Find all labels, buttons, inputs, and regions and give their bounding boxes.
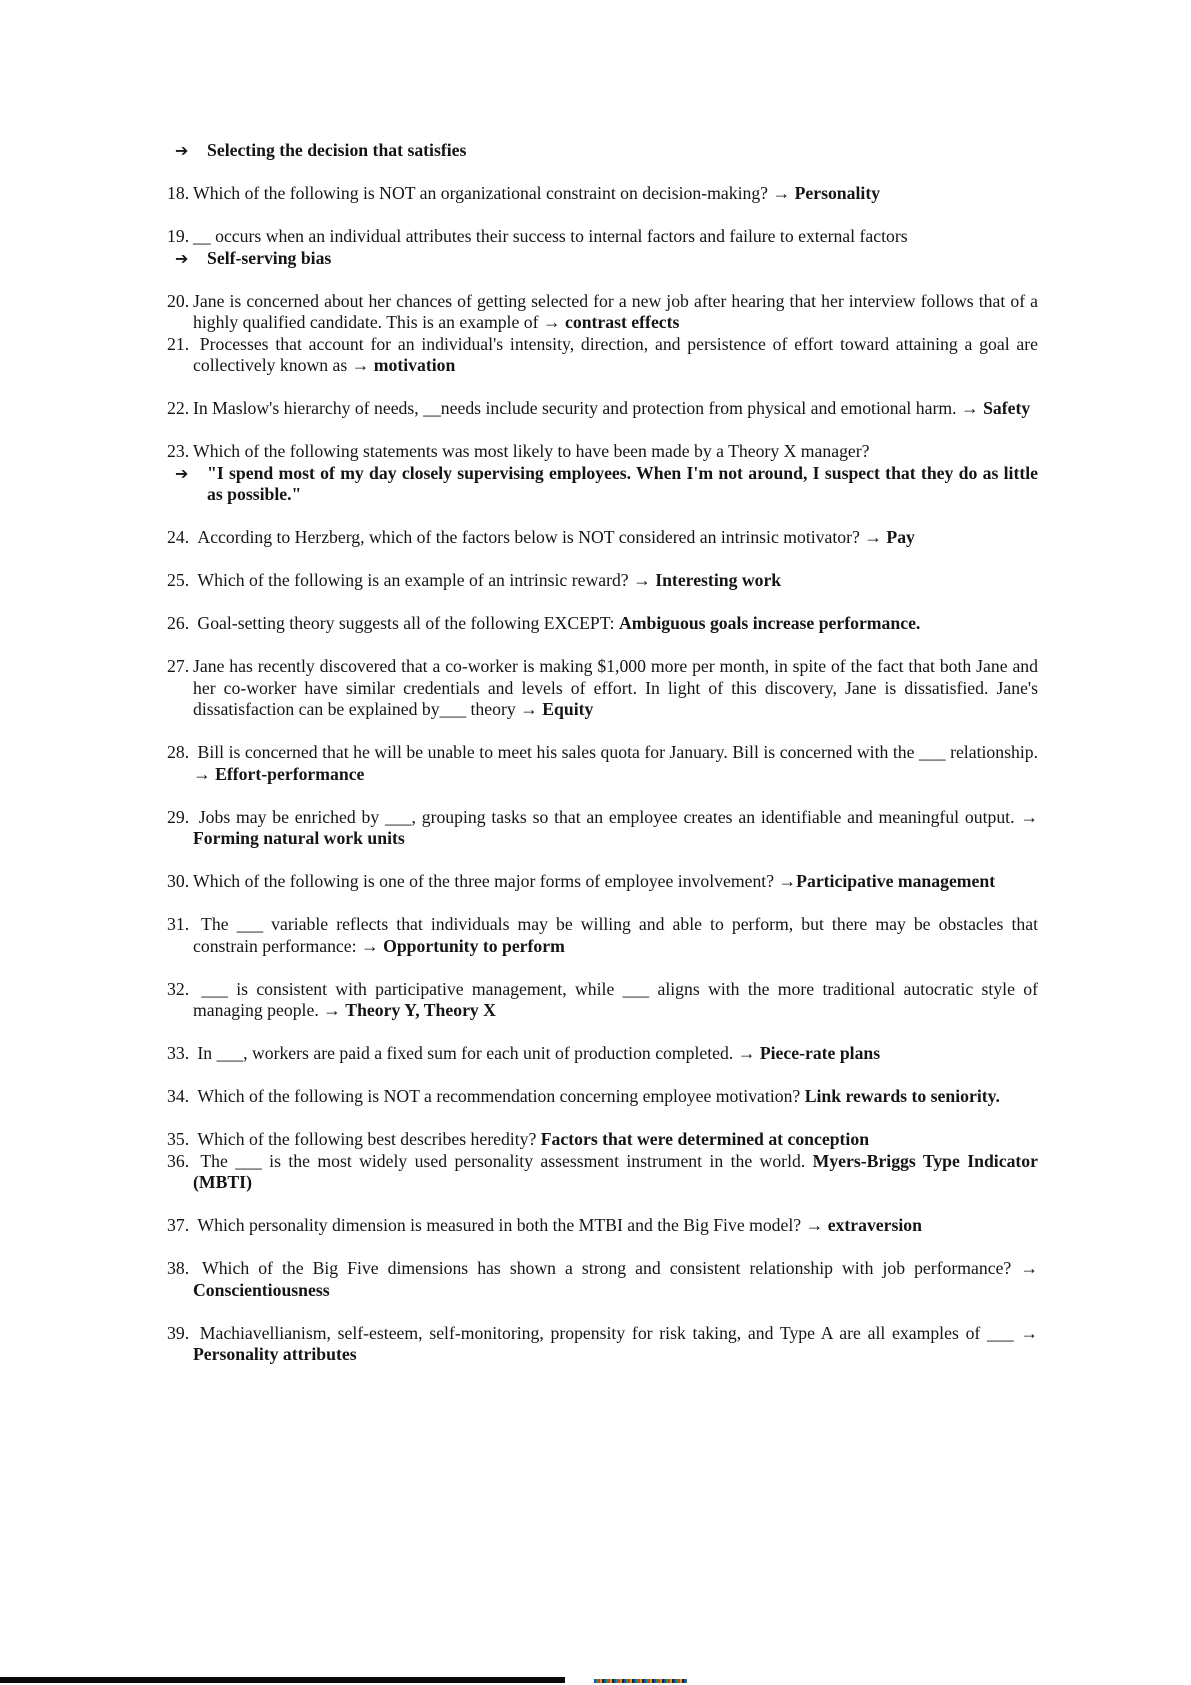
question-text: → (347, 355, 374, 375)
question-text: Processes that account for an individual's intensity, direction, and persistence of effort toward attaining a goal are collectively known as (193, 333, 1038, 375)
question-item (167, 1129, 1038, 1151)
question-item (167, 527, 1038, 549)
question-text: Bill is concerned that he will be unable to meet his sales quota for January. Bill is concerned with the ___ relationship. (193, 742, 1038, 762)
question-text: → (318, 1000, 346, 1020)
question-item (167, 978, 1038, 1022)
question-text: → (859, 527, 887, 547)
answer-text: Forming natural work units (193, 828, 405, 848)
question-text: In ___, workers are paid a fixed sum for each unit of production completed. (193, 1043, 734, 1063)
answer-text: Self-serving bias (207, 247, 332, 268)
answer-text: "I spend most of my day closely supervising employees. When I'm not around, I suspect that they do as little as possible." (207, 462, 1038, 504)
question-text: According to Herzberg, which of the factors below is NOT considered an intrinsic motivator? (193, 527, 860, 547)
question-text: Which of the following is one of the three major forms of employee involvement? → (193, 871, 797, 891)
question-text: → (956, 398, 984, 418)
question-item (167, 742, 1038, 785)
question-item (167, 226, 1038, 248)
question-text: → (515, 699, 543, 719)
question-item (167, 871, 1038, 893)
question-item (167, 398, 1038, 420)
answer-text: Effort-performance (215, 763, 365, 784)
question-item (167, 806, 1039, 850)
question-text: Which of the following is NOT a recommendation concerning employee motivation? (193, 1086, 805, 1106)
question-item (167, 441, 1038, 463)
question-text: Jane has recently discovered that a co-worker is making $1,000 more per month, in spite of the fact that both Jane and her co-worker have similar credentials and levels of effort. In light of this discovery, Jane is dissatisfied. Jane's dissatisfaction can be explained by___ theory (193, 656, 1038, 719)
question-item (167, 613, 1038, 635)
answer-text: Ambiguous goals increase performance. (619, 613, 921, 633)
question-text: → (733, 1043, 760, 1063)
question-number: 34. (167, 1086, 190, 1106)
question-text: → (356, 935, 384, 956)
question-number: 28. (167, 742, 190, 762)
question-text: Which of the Big Five dimensions has shown a strong and consistent relationship with job performance? (193, 1258, 1012, 1278)
question-number: 23. (167, 441, 190, 461)
question-item (167, 183, 1038, 205)
question-item (167, 656, 1038, 721)
question-number: 35. (167, 1129, 190, 1149)
question-text: ___ is consistent with participative management, while ___ aligns with the more traditional autocratic style of managing people. (193, 978, 1038, 1020)
answer-text: Link rewards to seniority. (804, 1086, 1000, 1106)
answer-text: Pay (886, 527, 915, 547)
question-text: → (1013, 1322, 1039, 1343)
question-text: Jobs may be enriched by ___, grouping tasks so that an employee creates an identifiable and meaningful output. (193, 806, 1015, 827)
question-text: Which of the following best describes heredity? (193, 1129, 541, 1149)
question-item (167, 914, 1038, 957)
question-item (167, 1322, 1039, 1366)
answer-text: Participative management (796, 871, 996, 891)
answer-text: Myers-Briggs Type Indicator (MBTI) (193, 1150, 1038, 1192)
question-text: Jane is concerned about her chances of getting selected for a new job after hearing that her interview follows that of a highly qualified candidate. This is an example of (193, 290, 1038, 332)
answer-text: Personality (794, 183, 881, 203)
question-text: → (538, 312, 565, 332)
next-page-content-sliver (594, 1679, 687, 1683)
question-number: 21. (167, 333, 190, 354)
question-text: Goal-setting theory suggests all of the following EXCEPT: (193, 613, 620, 633)
question-text: → (1011, 1258, 1039, 1278)
question-text: The ___ variable reflects that individuals may be willing and able to perform, but there may be obstacles that constrain performance: (193, 914, 1038, 956)
answer-text: Opportunity to perform (383, 935, 565, 956)
question-item (167, 1086, 1038, 1108)
answer-text: Selecting the decision that satisfies (207, 140, 467, 160)
question-number: 31. (167, 914, 190, 934)
question-text: Machiavellianism, self-esteem, self-monitoring, propensity for risk taking, and Type A are all examples of ___ (193, 1322, 1014, 1343)
answer-text: Theory Y, Theory X (345, 1000, 496, 1020)
question-text: The ___ is the most widely used personality assessment instrument in the world. (193, 1150, 813, 1171)
answer-text: extraversion (827, 1215, 922, 1235)
question-item (167, 1150, 1038, 1194)
answer-text: contrast effects (565, 312, 680, 332)
answer-bullet-item (175, 462, 1038, 506)
question-number: 33. (167, 1043, 190, 1063)
question-text: Which of the following is an example of an intrinsic reward? (193, 570, 629, 590)
answer-text: Personality attributes (193, 1344, 357, 1364)
answer-bullet-item (175, 247, 1038, 270)
question-text: → (628, 570, 656, 590)
question-text: → (193, 763, 216, 784)
question-number: 29. (167, 806, 190, 827)
answer-bullet-item (175, 140, 1038, 162)
question-item (167, 1215, 1038, 1237)
question-number: 36. (167, 1150, 190, 1171)
question-item (167, 1043, 1038, 1065)
question-number: 30. (167, 871, 190, 891)
question-item (167, 1258, 1039, 1301)
question-text: __ occurs when an individual attributes their success to internal factors and failure to external factors (193, 226, 908, 246)
question-number: 26. (167, 613, 190, 633)
question-number: 27. (167, 656, 190, 676)
question-number: 32. (167, 978, 190, 999)
question-text: Which of the following statements was most likely to have been made by a Theory X manager? (193, 441, 870, 461)
question-number: 20. (167, 290, 190, 311)
question-number: 24. (167, 527, 190, 547)
answer-text: Piece-rate plans (759, 1043, 881, 1063)
question-number: 19. (167, 226, 190, 246)
answer-text: motivation (373, 355, 456, 375)
answer-text: Equity (542, 699, 594, 719)
question-number: 18. (167, 183, 190, 203)
answer-text: Conscientiousness (193, 1279, 330, 1300)
question-number: 38. (167, 1258, 190, 1278)
question-item (167, 333, 1038, 377)
arrow-bullet-icon: ➔ (175, 141, 189, 160)
question-text: → (1014, 806, 1039, 827)
arrow-bullet-icon: ➔ (175, 463, 189, 483)
question-number: 25. (167, 570, 190, 590)
question-list (0, 140, 1191, 1366)
answer-text: Safety (983, 398, 1031, 418)
answer-text: Factors that were determined at conception (540, 1129, 870, 1149)
answer-text: Interesting work (655, 570, 782, 590)
question-item (167, 290, 1038, 334)
question-text: → (801, 1215, 828, 1235)
question-number: 39. (167, 1322, 190, 1343)
question-item (167, 570, 1038, 592)
question-text: In Maslow's hierarchy of needs, __needs include security and protection from physical and emotional harm. (193, 398, 957, 418)
question-text: → (768, 183, 795, 203)
question-text: Which of the following is NOT an organizational constraint on decision-making? (193, 183, 769, 203)
arrow-bullet-icon: ➔ (175, 248, 189, 268)
question-text: Which personality dimension is measured in both the MTBI and the Big Five model? (193, 1215, 802, 1235)
page-break-bar (0, 1677, 565, 1683)
question-number: 22. (167, 398, 190, 418)
question-number: 37. (167, 1215, 190, 1235)
